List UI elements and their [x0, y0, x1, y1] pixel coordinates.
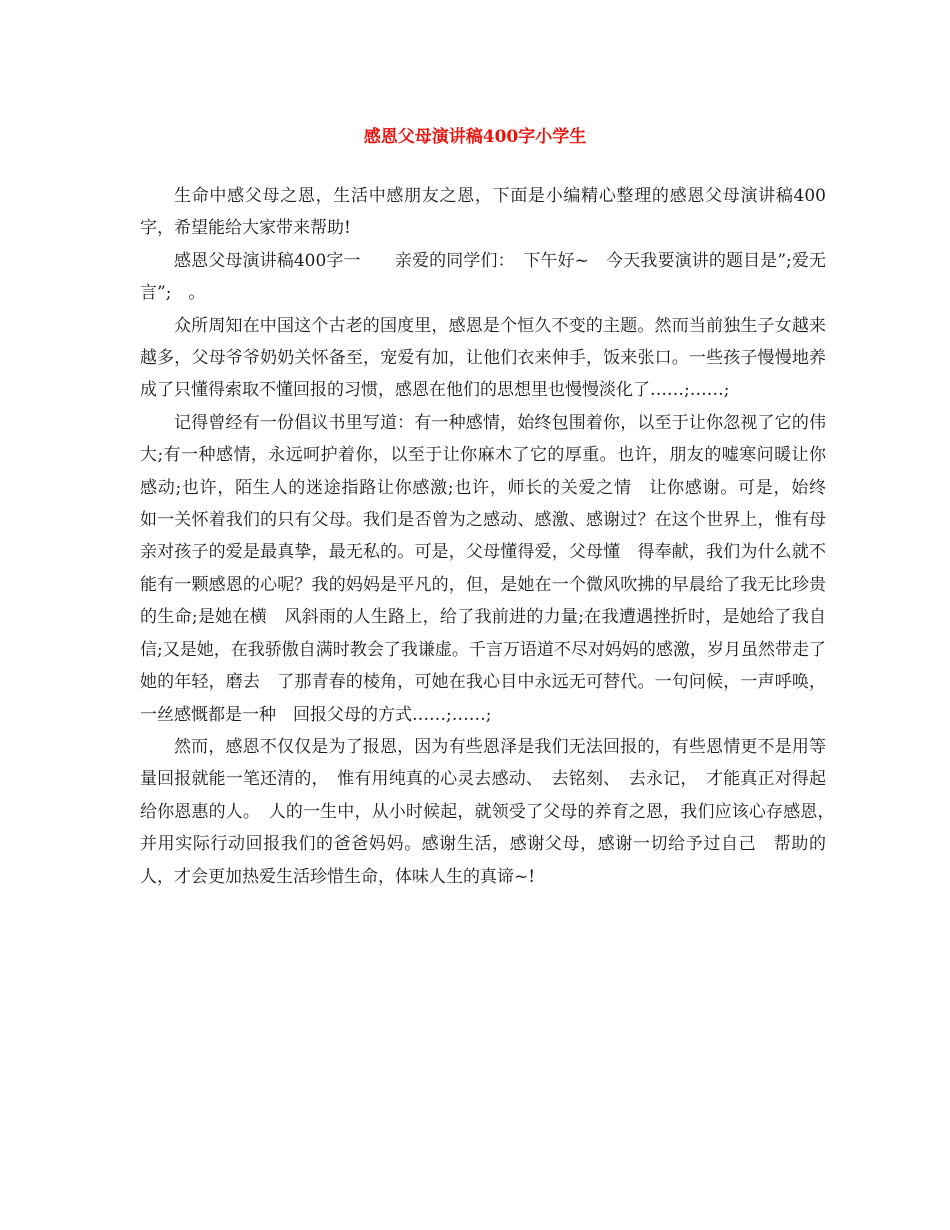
paragraph-parents-love: 记得曾经有一份倡议书里写道：有一种感情，始终包围着你，以至于让你忽视了它的伟 大;有一种感情，永远呵护着你，以至于让你麻木了它的厚重。也许，朋友的嘘寒问暖让你 感动;也许，陌生人的迷途指路让你感激;也许，师长的关爱之情 让你感谢。可是，始终 如一关怀着我们的只有父母。我们是否曾为之感动、感激、感谢过？在这个世界上，惟有母亲对孩子的爱是最真挚，最无私的。可是，父母懂得爱，父母懂 得奉献，我们为什么就不能有一颗感恩的心呢？我的妈妈是平凡的，但，是她在一个微风吹拂的早晨给了我无比珍贵的生命;是她在横 风斜雨的人生路上，给了我前进的力量;在我遭遇挫折时，是她给了我自信;又是她，在我骄傲自满时教会了我谦虚。千言万语道不尽对妈妈的感激，岁月虽然带走了她的年轻，磨去 了那青春的棱角，可她在我心目中永远无可替代。一句问候，一声呼唤，一丝感慨都是一种 回报父母的方式……;……;: [140, 412, 843, 725]
paragraph-intro: 生命中感父母之恩，生活中感朋友之恩，下面是小编精心整理的感恩父母演讲稿400字，希望能给大家带来帮助!: [140, 186, 826, 239]
document-body: [140, 180, 843, 893]
document-title: 感恩父母演讲稿400字小学生: [363, 127, 587, 147]
paragraph-greeting: 感恩父母演讲稿400字一 亲爱的同学们： 下午好~ 今天我要演讲的题目是”;爱无言”; 。: [140, 250, 826, 304]
paragraph-theme: 众所周知在中国这个古老的国度里，感恩是个恒久不变的主题。然而当前独生子女越来越多，父母爷爷奶奶关怀备至，宠爱有加，让他们衣来伸手，饭来张口。一些孩子慢慢地养成了只懂得索取不懂回报的习惯，感恩在他们的思想里也慢慢淡化了……;……;: [140, 315, 826, 401]
paragraph-conclusion: 然而，感恩不仅仅是为了报恩，因为有些恩泽是我们无法回报的，有些恩情更不是用等量回报就能一笔还清的， 惟有用纯真的心灵去感动、 去铭刻、 去永记， 才能真正对得起给你恩惠的人。 人的一生中，从小时候起，就领受了父母的养育之恩，我们应该心存感恩， 并用实际行动回报我们的爸爸妈妈。感谢生活，感谢父母，感谢一切给予过自己 帮助的人，才会更加热爱生活珍惜生命，体味人生的真谛~!: [140, 736, 843, 887]
